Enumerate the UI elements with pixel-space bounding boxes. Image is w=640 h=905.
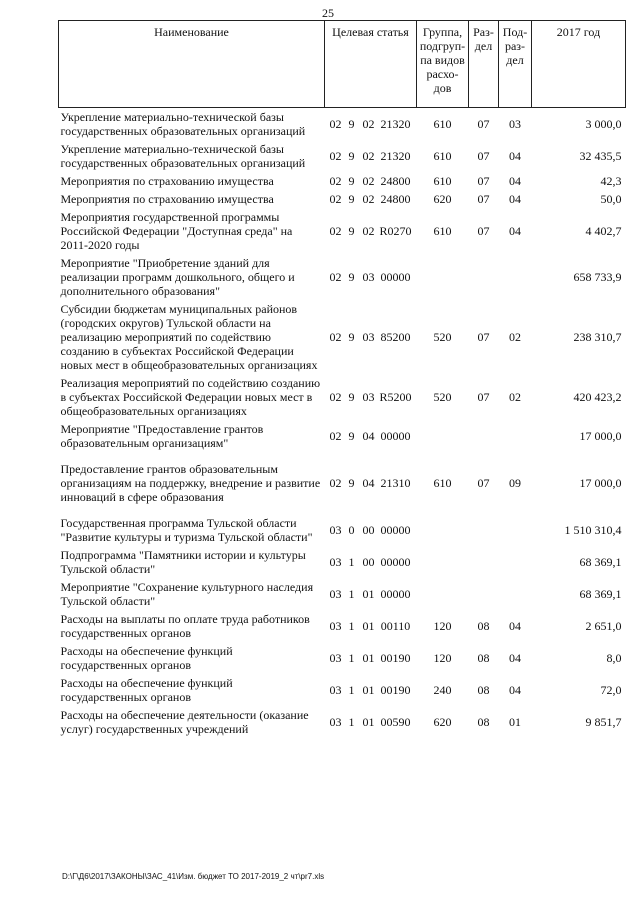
row-target-code — [325, 140, 417, 172]
row-name: Мероприятия по страхованию имущества — [60, 174, 274, 188]
row-amount: 42,3 — [600, 174, 622, 188]
row-subsection: 02 — [509, 330, 521, 344]
row-amount: 8,0 — [606, 651, 622, 665]
target-subprogram: 1 — [348, 651, 355, 665]
table-row — [59, 140, 626, 172]
row-section: 08 — [477, 683, 490, 697]
page-number: 25 — [322, 6, 334, 20]
row-section: 07 — [477, 192, 490, 206]
row-subsection: 04 — [509, 174, 521, 188]
target-program: 03 — [329, 651, 342, 665]
row-amount: 9 851,7 — [585, 715, 622, 729]
row-section: 07 — [477, 476, 490, 490]
row-section — [469, 546, 499, 578]
row-name: Мероприятие "Сохранение культурного наследия Тульской области" — [60, 580, 314, 608]
target-subprogram: 9 — [348, 224, 355, 238]
target-program: 02 — [329, 149, 342, 163]
row-spacer — [59, 506, 626, 514]
row-target-code — [325, 610, 417, 642]
row-subsection: 09 — [509, 476, 521, 490]
target-event: 01 — [362, 651, 375, 665]
row-section: 07 — [477, 224, 490, 238]
row-target-code — [325, 546, 417, 578]
row-section — [469, 578, 499, 610]
table-row — [59, 172, 626, 190]
table-row — [59, 374, 626, 420]
target-event: 03 — [362, 330, 375, 344]
table-row — [59, 254, 626, 300]
row-group — [417, 254, 469, 300]
target-direction: 24800 — [380, 174, 411, 188]
row-section: 08 — [477, 651, 490, 665]
target-direction: 00190 — [380, 683, 411, 697]
row-amount: 72,0 — [600, 683, 622, 697]
target-subprogram: 9 — [348, 149, 355, 163]
row-group: 520 — [433, 330, 452, 344]
target-direction: 21320 — [380, 149, 411, 163]
target-direction: R5200 — [379, 390, 412, 404]
target-subprogram: 9 — [348, 117, 355, 131]
row-group — [417, 514, 469, 546]
row-amount: 17 000,0 — [579, 476, 622, 490]
target-subprogram: 1 — [348, 555, 355, 569]
row-name: Расходы на обеспечение функций государственных органов — [60, 676, 233, 704]
row-name: Мероприятие "Предоставление грантов образовательным организациям" — [60, 422, 264, 450]
row-group: 610 — [433, 224, 452, 238]
target-direction: 00110 — [380, 619, 411, 633]
row-section: 07 — [477, 117, 490, 131]
target-event: 00 — [362, 523, 375, 537]
row-target-code — [325, 460, 417, 506]
row-target-code — [325, 420, 417, 452]
header-section: Раз-дел — [469, 21, 499, 108]
row-target-code — [325, 642, 417, 674]
target-direction: 00000 — [380, 523, 411, 537]
budget-table — [58, 20, 625, 738]
row-subsection: 04 — [509, 224, 521, 238]
target-subprogram: 9 — [348, 174, 355, 188]
target-subprogram: 1 — [348, 619, 355, 633]
row-target-code — [325, 706, 417, 738]
row-subsection: 04 — [509, 149, 521, 163]
row-subsection: 04 — [509, 192, 521, 206]
table-row — [59, 460, 626, 506]
row-amount: 50,0 — [600, 192, 622, 206]
row-target-code — [325, 374, 417, 420]
row-subsection — [499, 254, 532, 300]
target-direction: 85200 — [380, 330, 411, 344]
row-name: Мероприятие "Приобретение зданий для реализации программ дошкольного, общего и дополнительного образования" — [60, 256, 295, 298]
row-amount: 2 651,0 — [585, 619, 622, 633]
row-spacer — [59, 452, 626, 460]
row-target-code — [325, 514, 417, 546]
row-section — [469, 514, 499, 546]
target-program: 02 — [329, 174, 342, 188]
target-program: 03 — [329, 587, 342, 601]
target-subprogram: 0 — [348, 523, 355, 537]
table-row — [59, 190, 626, 208]
target-subprogram: 9 — [348, 270, 355, 284]
target-direction: 00190 — [380, 651, 411, 665]
row-group: 620 — [433, 192, 452, 206]
table-header-row — [59, 21, 626, 108]
table-row — [59, 300, 626, 374]
row-group — [417, 578, 469, 610]
row-subsection — [499, 546, 532, 578]
row-amount: 68 369,1 — [579, 587, 622, 601]
row-target-code — [325, 674, 417, 706]
row-name: Субсидии бюджетам муниципальных районов (городских округов) Тульской области на реализацию мероприятий по содействию созданию в субъектах Российской Федерации новых мест в общеобразовательных организациях — [60, 302, 318, 372]
row-section — [469, 420, 499, 452]
table-row — [59, 610, 626, 642]
row-section: 08 — [477, 619, 490, 633]
target-direction: 00000 — [380, 429, 411, 443]
row-subsection: 04 — [509, 683, 521, 697]
target-event: 01 — [362, 587, 375, 601]
row-group: 610 — [433, 117, 452, 131]
row-target-code — [325, 190, 417, 208]
target-direction: 00000 — [380, 555, 411, 569]
row-subsection: 02 — [509, 390, 521, 404]
target-subprogram: 1 — [348, 715, 355, 729]
file-path-footer: D:\Г\Д6\2017\ЗАКОНЫ\ЗАС_41\Изм. бюджет ТО 2017-2019_2 чт\pr7.xls — [62, 872, 325, 881]
target-program: 02 — [329, 224, 342, 238]
table-row — [59, 108, 626, 141]
row-name: Государственная программа Тульской области "Развитие культуры и туризма Тульской области" — [60, 516, 313, 544]
target-event: 02 — [362, 224, 375, 238]
row-section: 07 — [477, 330, 490, 344]
target-program: 02 — [329, 117, 342, 131]
table-row — [59, 514, 626, 546]
table-row — [59, 208, 626, 254]
target-event: 01 — [362, 715, 375, 729]
row-name: Расходы на обеспечение функций государственных органов — [60, 644, 233, 672]
row-target-code — [325, 172, 417, 190]
target-program: 03 — [329, 715, 342, 729]
row-name: Мероприятия государственной программы Российской Федерации "Доступная среда" на 2011-2020 годы — [60, 210, 293, 252]
target-program: 02 — [329, 270, 342, 284]
table-row — [59, 642, 626, 674]
row-target-code — [325, 300, 417, 374]
table-body — [59, 108, 626, 739]
target-event: 01 — [362, 619, 375, 633]
target-direction: 00000 — [380, 587, 411, 601]
row-target-code — [325, 108, 417, 141]
row-target-code — [325, 578, 417, 610]
row-section: 07 — [477, 174, 490, 188]
row-group — [417, 546, 469, 578]
row-amount: 17 000,0 — [579, 429, 622, 443]
row-group: 520 — [433, 390, 452, 404]
row-amount: 68 369,1 — [579, 555, 622, 569]
row-section — [469, 254, 499, 300]
header-name: Наименование — [59, 21, 325, 108]
target-subprogram: 1 — [348, 683, 355, 697]
target-subprogram: 1 — [348, 587, 355, 601]
row-amount: 1 510 310,4 — [564, 523, 622, 537]
target-event: 00 — [362, 555, 375, 569]
row-group: 620 — [433, 715, 452, 729]
target-event: 02 — [362, 117, 375, 131]
row-section: 07 — [477, 390, 490, 404]
target-event: 02 — [362, 149, 375, 163]
row-name: Мероприятия по страхованию имущества — [60, 192, 274, 206]
row-amount: 32 435,5 — [579, 149, 622, 163]
table-row — [59, 578, 626, 610]
target-program: 03 — [329, 683, 342, 697]
row-section: 08 — [477, 715, 490, 729]
row-amount: 658 733,9 — [573, 270, 622, 284]
target-event: 03 — [362, 390, 375, 404]
target-subprogram: 9 — [348, 330, 355, 344]
target-event: 04 — [362, 429, 375, 443]
target-event: 04 — [362, 476, 375, 490]
target-program: 02 — [329, 390, 342, 404]
row-amount: 3 000,0 — [585, 117, 622, 131]
row-amount: 420 423,2 — [573, 390, 622, 404]
target-direction: 24800 — [380, 192, 411, 206]
target-event: 03 — [362, 270, 375, 284]
row-amount: 4 402,7 — [585, 224, 622, 238]
target-event: 02 — [362, 174, 375, 188]
row-group — [417, 420, 469, 452]
row-subsection — [499, 578, 532, 610]
row-section: 07 — [477, 149, 490, 163]
row-amount: 238 310,7 — [573, 330, 622, 344]
target-event: 02 — [362, 192, 375, 206]
target-program: 03 — [329, 523, 342, 537]
table-row — [59, 546, 626, 578]
row-subsection: 01 — [509, 715, 521, 729]
table-row — [59, 706, 626, 738]
row-group: 120 — [433, 619, 452, 633]
row-target-code — [325, 254, 417, 300]
row-subsection: 04 — [509, 619, 521, 633]
target-program: 02 — [329, 476, 342, 490]
row-subsection — [499, 514, 532, 546]
target-program: 02 — [329, 429, 342, 443]
row-name: Реализация мероприятий по содействию созданию в субъектах Российской Федерации новых мест в общеобразовательных организациях — [60, 376, 321, 418]
header-target: Целевая статья — [325, 21, 417, 108]
row-name: Укрепление материально-технической базы государственных образовательных организаций — [60, 110, 306, 138]
target-program: 03 — [329, 555, 342, 569]
row-subsection — [499, 420, 532, 452]
row-name: Подпрограмма "Памятники истории и культуры Тульской области" — [60, 548, 306, 576]
row-group: 240 — [433, 683, 452, 697]
target-direction: R0270 — [379, 224, 412, 238]
header-subsection: Под-раз-дел — [499, 21, 532, 108]
target-program: 02 — [329, 192, 342, 206]
row-name: Предоставление грантов образовательным организациям на поддержку, внедрение и развитие инноваций в сфере образования — [60, 462, 321, 504]
row-subsection: 04 — [509, 651, 521, 665]
target-subprogram: 9 — [348, 429, 355, 443]
row-name: Расходы на обеспечение деятельности (оказание услуг) государственных учреждений — [60, 708, 309, 736]
target-subprogram: 9 — [348, 476, 355, 490]
target-program: 02 — [329, 330, 342, 344]
target-event: 01 — [362, 683, 375, 697]
target-direction: 21310 — [380, 476, 411, 490]
row-name: Укрепление материально-технической базы государственных образовательных организаций — [60, 142, 306, 170]
target-direction: 00590 — [380, 715, 411, 729]
row-target-code — [325, 208, 417, 254]
header-group: Группа, подгруп-па видов расхо-дов — [417, 21, 469, 108]
target-subprogram: 9 — [348, 192, 355, 206]
row-group: 610 — [433, 476, 452, 490]
target-program: 03 — [329, 619, 342, 633]
table-row — [59, 420, 626, 452]
row-group: 610 — [433, 149, 452, 163]
row-subsection: 03 — [509, 117, 521, 131]
target-direction: 00000 — [380, 270, 411, 284]
target-subprogram: 9 — [348, 390, 355, 404]
row-group: 120 — [433, 651, 452, 665]
target-direction: 21320 — [380, 117, 411, 131]
table-row — [59, 674, 626, 706]
row-group: 610 — [433, 174, 452, 188]
row-name: Расходы на выплаты по оплате труда работников государственных органов — [60, 612, 310, 640]
header-year: 2017 год — [532, 21, 626, 108]
